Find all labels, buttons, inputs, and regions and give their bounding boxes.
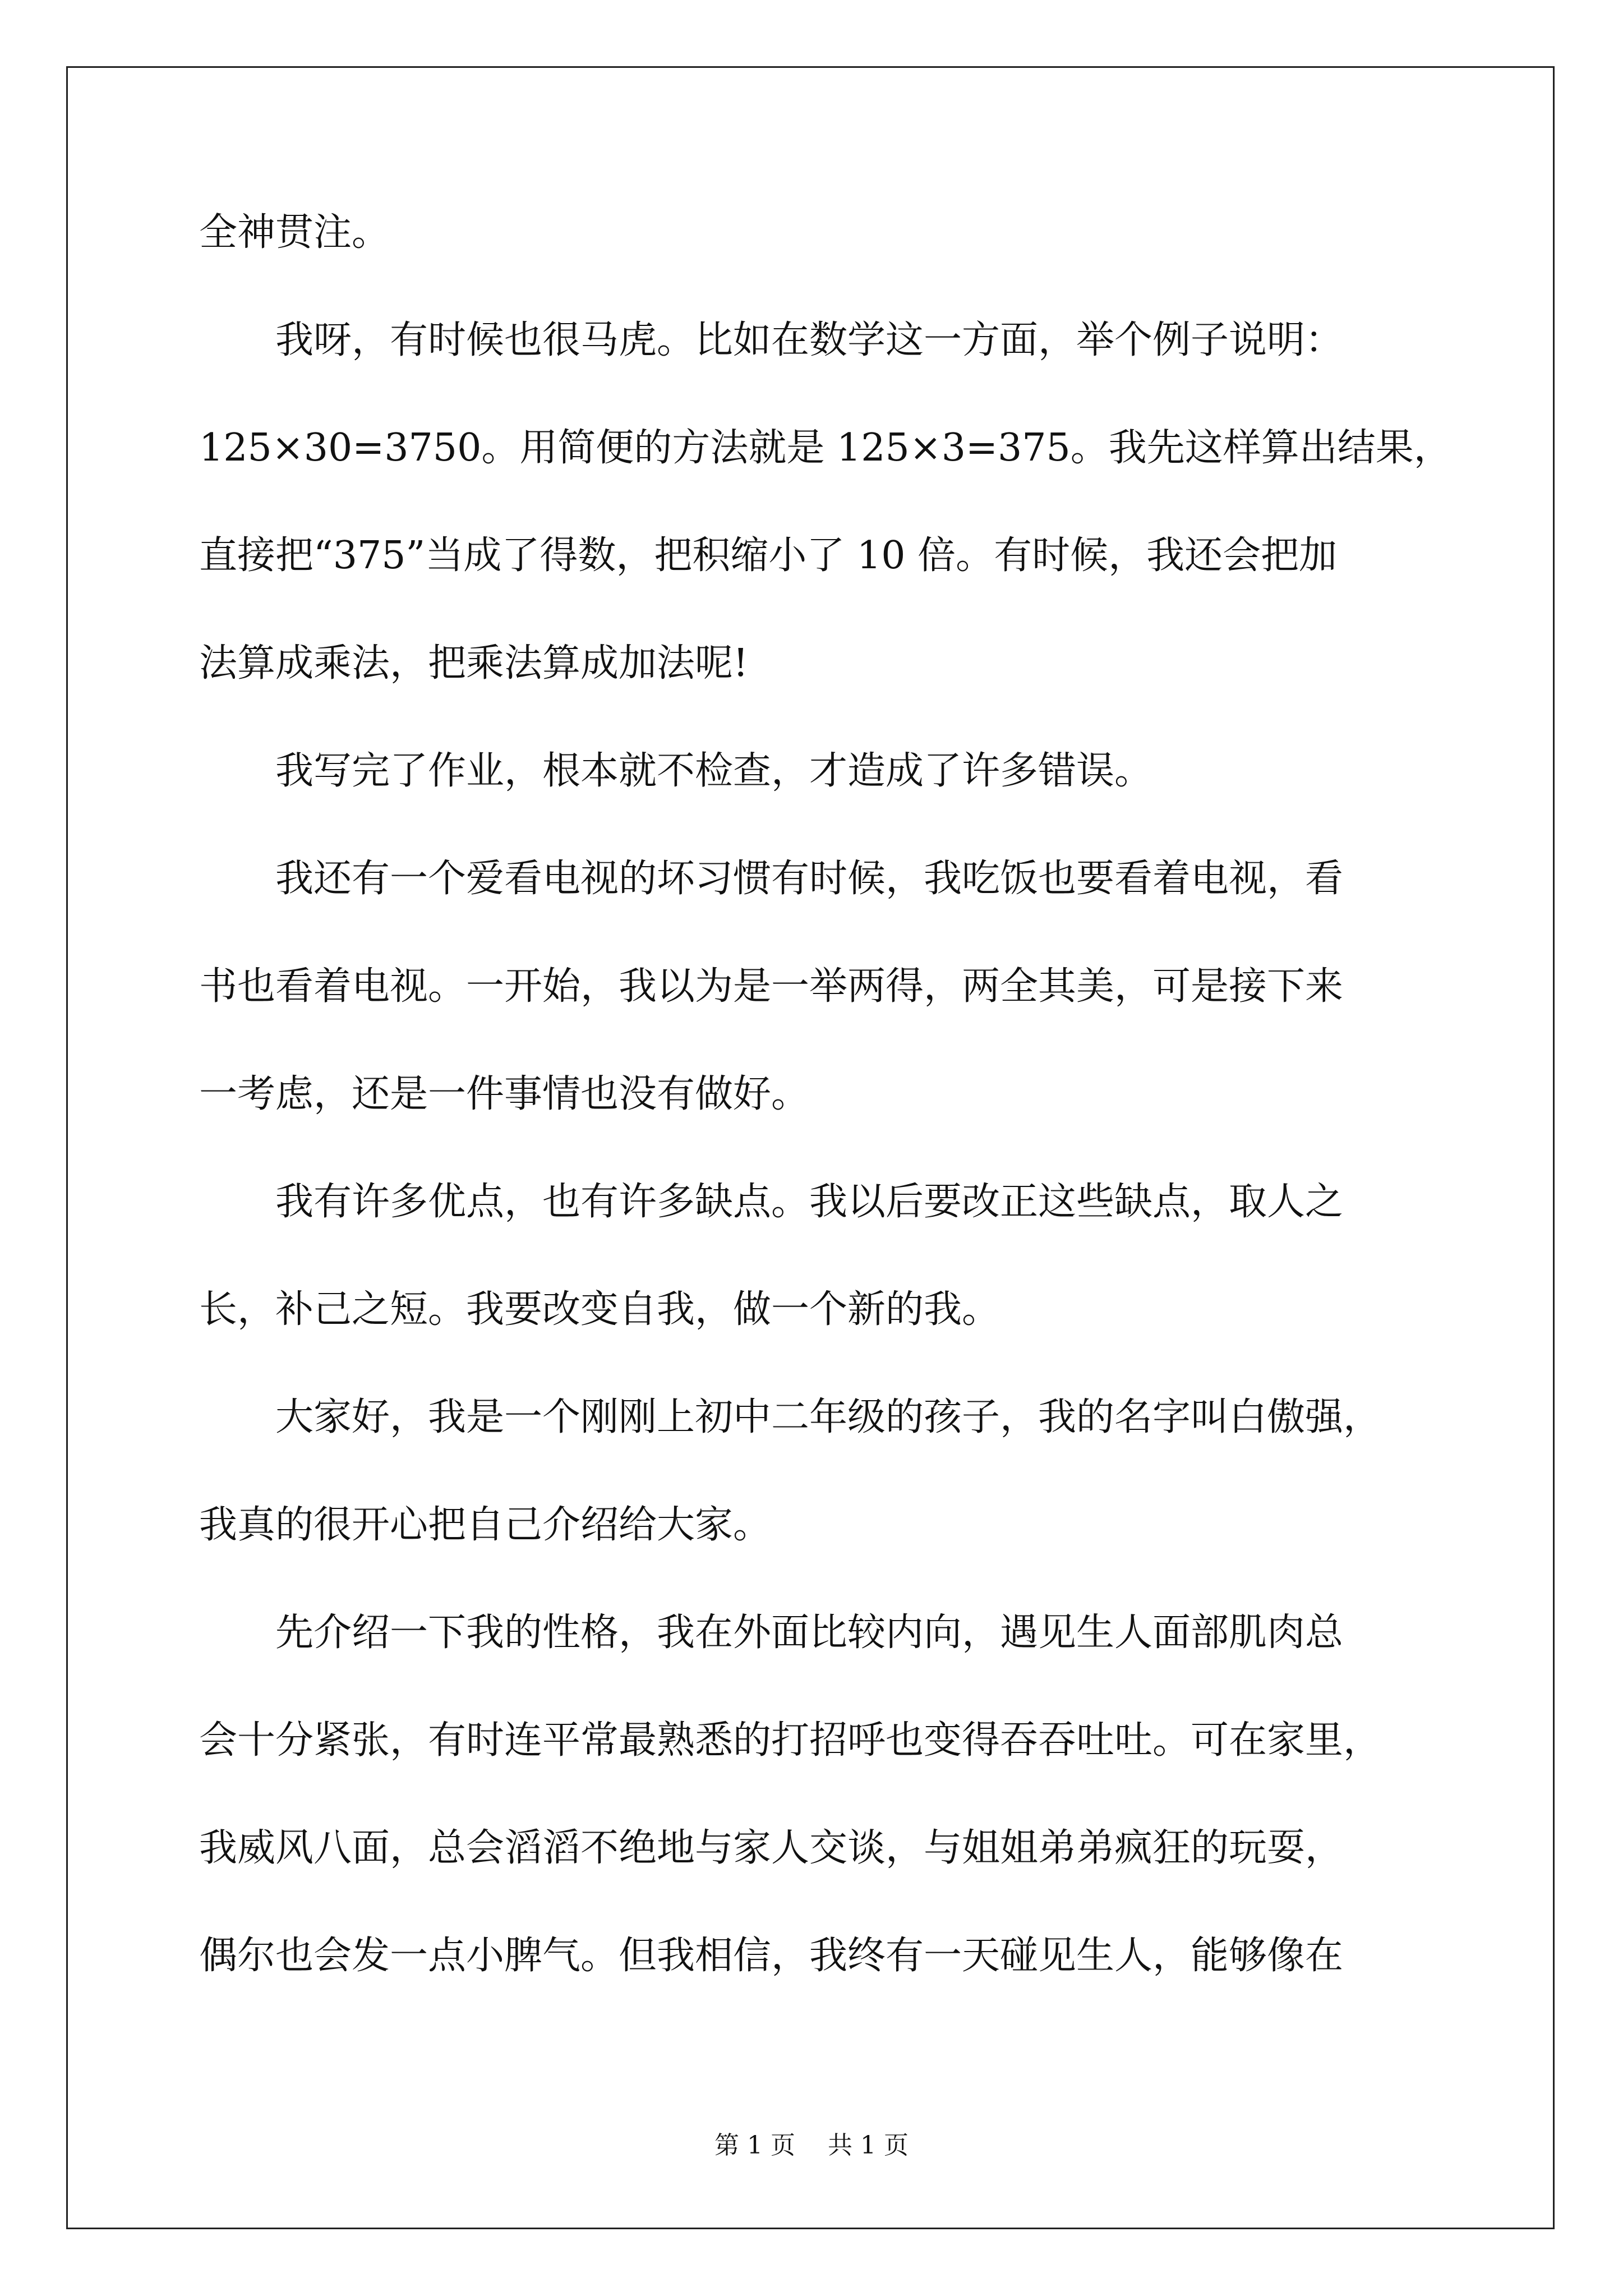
text-line: 我还有一个爱看电视的坏习惯有时候，我吃饭也要看着电视，看 [199,857,1344,901]
text-line: 偶尔也会发一点小脾气。但我相信，我终有一天碰见生人，能够像在 [199,1934,1344,1978]
text-line: 大家好，我是一个刚刚上初中二年级的孩子，我的名字叫白傲强， [199,1395,1382,1439]
text-line: 我威风八面，总会滔滔不绝地与家人交谈，与姐姐弟弟疯狂的玩耍， [199,1826,1344,1870]
text-line: 法算成乘法，把乘法算成加法呢! [199,641,749,685]
text-line: 我真的很开心把自己介绍给大家。 [199,1503,772,1547]
text-line: 书也看着电视。一开始，我以为是一举两得，两全其美，可是接下来 [199,964,1344,1009]
document-body [199,210,1455,2044]
text-line: 125×30=3750。用简便的方法就是 125×3=375。我先这样算出结果， [199,426,1452,470]
text-line: 直接把“375”当成了得数，把积缩小了 10 倍。有时候，我还会把加 [199,533,1338,578]
text-line: 会十分紧张，有时连平常最熟悉的打招呼也变得吞吞吐吐。可在家里， [199,1718,1382,1763]
text-line: 我写完了作业，根本就不检查，才造成了许多错误。 [199,749,1153,793]
text-line: 先介绍一下我的性格，我在外面比较内向，遇见生人面部肌肉总 [199,1611,1344,1655]
text-line: 我有许多优点，也有许多缺点。我以后要改正这些缺点，取人之 [199,1180,1344,1224]
text-line: 长，补己之短。我要改变自我，做一个新的我。 [199,1287,1000,1332]
text-line: 我呀，有时候也很马虎。比如在数学这一方面，举个例子说明： [199,318,1344,362]
text-line: 一考虑，还是一件事情也没有做好。 [199,1072,810,1116]
page-number-footer: 第 1 页 共 1 页 [714,2131,909,2160]
text-line: 全神贯注。 [199,210,390,255]
